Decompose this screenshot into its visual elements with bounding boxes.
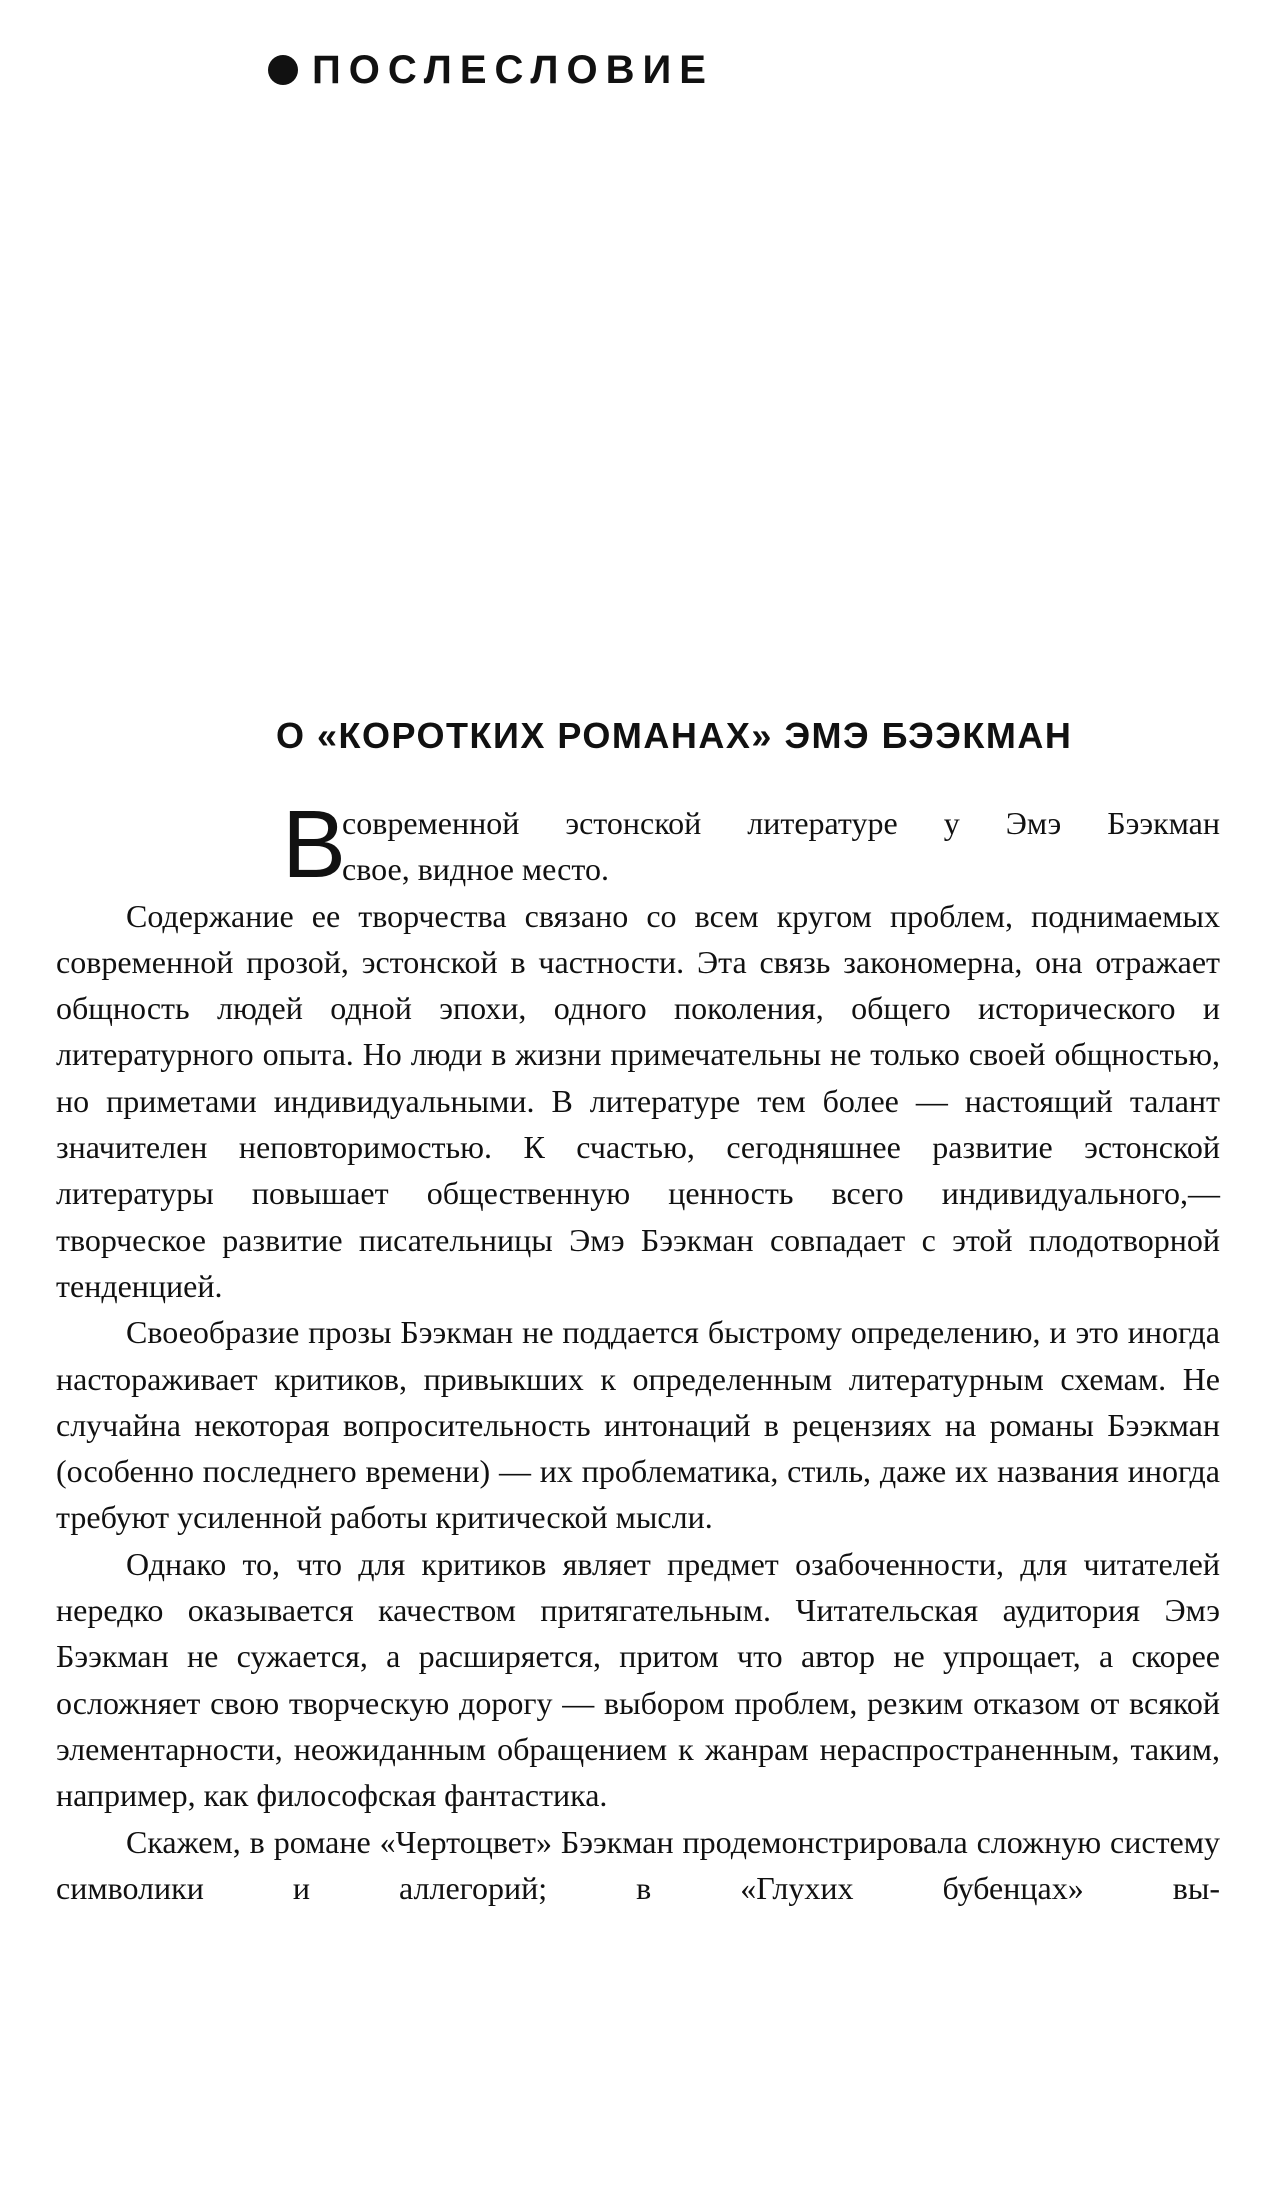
article-body <box>56 791 1220 1911</box>
opening-line-2: свое, видное место. <box>342 851 609 888</box>
opening-paragraph <box>56 791 1220 898</box>
opening-line-1: современной эстонской литературе у Эмэ Бээкман <box>342 805 1220 841</box>
drop-cap: В <box>282 791 347 898</box>
paragraph: Однако то, что для критиков являет предмет озабоченности, для читателей нередко оказывается качеством притягательным. Читательская аудитория Эмэ Бээкман не сужается, а расширяется, притом что автор не упрощает, а скорее осложняет свою творческую дорогу — выбором проблем, резким отказом от всякой элементарности, неожиданным обращением к жанрам нераспространенным, таким, например, как философская фантастика. <box>56 1545 1220 1814</box>
paragraph: Своеобразие прозы Бээкман не поддается быстрому определению, и это иногда настораживает критиков, привыкших к определенным литературным схемам. Не случайна некоторая вопросительность интонаций в рецензиях на романы Бээкман (особенно последнего времени) — их проблематика, стиль, даже их названия иногда требуют усиленной работы критической мысли. <box>56 1314 1220 1536</box>
paragraph: Содержание ее творчества связано со всем кругом проблем, поднимаемых современной прозой, эстонской в частности. Эта связь закономерна, она отражает общность людей одной эпохи, одного поколения, общего исторического и литературного опыта. Но люди в жизни примечательны не только своей общностью, но приметами индивидуальными. В литературе тем более — настоящий талант значителен неповторимостью. К счастью, сегодняшнее развитие эстонской литературы повышает общественную ценность всего индивидуального,— творческое развитие писательницы Эмэ Бээкман совпадает с этой плодотворной тенденцией. <box>56 897 1220 1304</box>
section-title: ПОСЛЕСЛОВИЕ <box>312 48 714 92</box>
paragraph: Скажем, в романе «Чертоцвет» Бээкман продемонстрировала сложную систему символики и аллегорий; в «Глухих бубенцах» вы- <box>56 1823 1220 1906</box>
bullet-icon <box>268 55 298 85</box>
section-header <box>268 44 714 96</box>
article-title: О «КОРОТКИХ РОМАНАХ» ЭМЭ БЭЭКМАН <box>276 715 1073 756</box>
